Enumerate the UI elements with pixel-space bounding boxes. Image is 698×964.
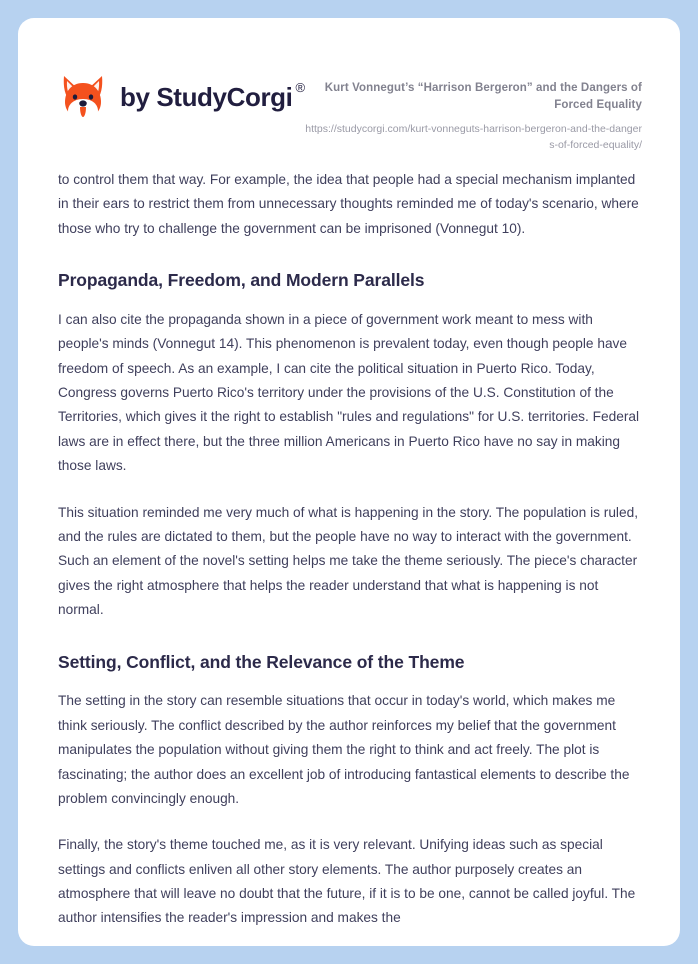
document-header	[18, 18, 680, 152]
document-card	[18, 18, 680, 946]
paragraph: I can also cite the propaganda shown in a piece of government work meant to mess with people's minds (Vonnegut 14). This phenomenon is prevalent today, even though people have freedom of speech. As an example, I can cite the political situation in Puerto Rico. Today, Congress governs Puerto Rico's territory under the provisions of the U.S. Constitution of the Territories, which gives it the right to establish "rules and regulations" for U.S. territories. Federal laws are in effect there, but the three million Americans in Puerto Rico have no say in making those laws.	[58, 311, 640, 474]
brand-wordmark	[120, 80, 305, 112]
document-meta	[305, 58, 642, 154]
article-body	[18, 146, 680, 931]
corgi-face-icon	[58, 72, 108, 122]
paragraph: Finally, the story's theme touched me, as it is very relevant. Unifying ideas such as special settings and conflicts enliven all other story elements. The author purposely creates an atmosphere that will leave no doubt that the future, if it is to be one, cannot be called joyful. The author intensifies the reader's impression and makes the	[58, 837, 636, 926]
source-url[interactable]: https://studycorgi.com/kurt-vonneguts-harrison-bergeron-and-the-dangers-of-forced-equality/	[305, 123, 642, 152]
brand-name: by StudyCorgi	[120, 82, 293, 112]
paragraph: to control them that way. For example, the idea that people had a special mechanism implanted in their ears to restrict them from unnecessary thoughts reminded me of today's scenario, where those who try to challenge the government can be imprisoned (Vonnegut 10).	[58, 172, 639, 236]
page-title: Kurt Vonnegut’s “Harrison Bergeron” and the Dangers of Forced Equality	[324, 82, 642, 111]
section-heading-propaganda: Propaganda, Freedom, and Modern Parallels	[58, 270, 425, 291]
studycorgi-branding[interactable]	[58, 58, 305, 122]
paragraph: The setting in the story can resemble situations that occur in today's world, which makes me think seriously. The conflict described by the author reinforces my belief that the government manipulates the population without giving them the right to think and act freely. The plot is fascinating; the author does an excellent job of introducing fantastical elements to describe the problem convincingly enough.	[58, 693, 630, 806]
paragraph: This situation reminded me very much of what is happening in the story. The population is ruled, and the rules are dictated to them, but the people have no way to interact with the government. Such an element of the novel's setting helps me take the theme seriously. The piece's character gives the right atmosphere that helps the reader understand that what is happening is not normal.	[58, 504, 638, 618]
registered-trademark-icon: ®	[295, 80, 305, 95]
section-heading-setting: Setting, Conflict, and the Relevance of the Theme	[58, 651, 465, 672]
